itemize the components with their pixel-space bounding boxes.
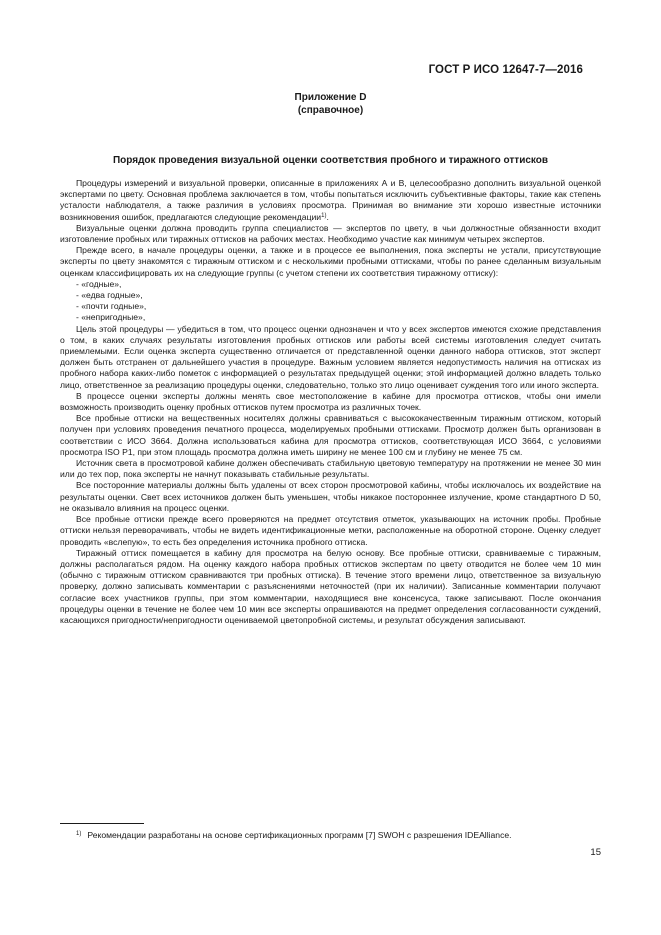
paragraph-1-end: .	[326, 211, 329, 222]
paragraph-2: Визуальные оценки должна проводить группа специалистов — экспертов по цвету, в чьи должностные обязанности входит изготовление пробных или тиражных оттисков на рабочих местах. Необходимо участие как минимум четырех экспертов.	[60, 222, 601, 245]
footnote	[76, 829, 601, 841]
paragraph-10: Тиражный оттиск помещается в кабину для просмотра на белую основу. Все пробные оттиски, сравниваемые с тиражным, должны располагаться рядом. На оценку каждого набора пробных оттисков экспертам по цвету отводится не более чем 10 мин (обычно с тиражным оттиском сравниваются три пробных оттиска). В течение этого времени лицо, ответственное за визуальную проверку, должно записывать комментарии с разъяснениями неточностей (при их наличии). Записанные комментарии получают согласие всех участников группы, при этом комментарии, находящиеся вне консенсуса, также записывают. После окончания процедуры оценки в течение не более чем 10 мин все эксперты опрашиваются на предмет определения согласованности суждений, касающихся пригодности/непригодности оцениваемой цветопробной системы, и результат обсуждения записывают.	[60, 547, 601, 625]
paragraph-5: В процессе оценки эксперты должны менять свое местоположение в кабине для просмотра оттисков, чтобы они имели возможность производить оценку пробных оттисков путем просмотра из различных точек.	[60, 390, 601, 413]
annex-kind: (справочное)	[297, 105, 364, 116]
standard-code: ГОСТ Р ИСО 12647-7—2016	[428, 64, 583, 76]
list-item-barely-good: - «едва годные»,	[76, 290, 143, 301]
footnote-text: Рекомендации разработаны на основе сертификационных программ [7] SWOH с разрешения IDEAlliance.	[87, 830, 512, 840]
paragraph-7: Источник света в просмотровой кабине должен обеспечивать стабильную цветовую температуру на протяжении не менее 30 мин или до тех пор, пока эксперты не начнут показывать стабильные результаты.	[60, 458, 601, 480]
annex-title: Порядок проведения визуальной оценки соответствия пробного и тиражного оттисков	[112, 155, 549, 166]
footnote-marker: 1)	[76, 831, 82, 837]
list-item-almost-good: - «почти годные»,	[76, 301, 147, 312]
paragraph-8: Все посторонние материалы должны быть удалены от всех сторон просмотровой кабины, чтобы исключалось их воздействие на результаты оценки. Свет всех источников должен быть уменьшен, чтобы никакое постороннее излучение, кроме стандартного D 50, не оказывало влияния на процесс оценки.	[60, 480, 601, 513]
annex-body	[60, 178, 601, 626]
paragraph-9: Все пробные оттиски прежде всего проверяются на предмет отсутствия отметок, указывающих на источник пробы. Пробные оттиски нельзя переворачивать, чтобы не видеть идентификационные метки, расположенные на оборотной стороне. Оценку следует проводить «вслепую», то есть без определения источника пробного оттиска.	[60, 514, 601, 547]
footnote-reference[interactable]: 1)	[321, 212, 327, 219]
paragraph-3: Прежде всего, в начале процедуры оценки, а также и в процессе ее выполнения, пока эксперты не устали, присутствующие эксперты по цвету знакомятся с тиражным оттиском и с несколькими пробными оттисками, чтобы по ранее сделанным визуальным оценкам классифицировать их на следующие группы (с учетом степени их соответствия тиражному оттиску):	[60, 245, 601, 278]
paragraph-1-text: Процедуры измерений и визуальной проверки, описанные в приложениях А и В, целесообразно дополнить визуальной оценкой экспертами по цвету. Основная проблема заключается в том, чтобы попытаться исключить субъективные факторы, такие как степень усталости наблюдателя, а также различия в условиях просмотра. Принимая во внимание эти хорошо известные источники возникновения ошибок, предлагаются следующие рекомендации	[60, 178, 601, 222]
annex-label: Приложение D	[294, 92, 367, 103]
paragraph-4: Цель этой процедуры — убедиться в том, что процесс оценки однозначен и что у всех экспертов имеются схожие представления о том, в каких случаях результаты изготовления пробных оттисков или работы всей системы изготовления следует считать приемлемыми. Если оценка эксперта существенно отличается от представленной оценки данного набора оттисков, этот эксперт должен быть отстранен от дальнейшего участия в процедуре. Важным условием является недопустимость наличия на оттисках из пробного набора каких-либо пометок с информацией о результатах предыдущей оценки; этой информацией должно владеть только лицо, ответственное за реализацию процедуры оценки, следовательно, только это лицо оценивает суждения того или иного эксперта.	[60, 323, 601, 390]
list-item-good: - «годные»,	[76, 278, 122, 289]
footnote-divider	[60, 823, 144, 824]
page-number: 15	[590, 847, 601, 858]
paragraph-1	[60, 178, 601, 223]
annex-heading	[0, 91, 661, 117]
list-item-unsuitable: - «непригодные»,	[76, 312, 146, 323]
paragraph-6: Все пробные оттиски на вещественных носителях должны сравниваться с высококачественным тиражным оттиском, который получен при условиях проведения печатного процесса, моделируемых пробными оттисками. Просмотр должен быть организован в соответствии с ИСО 3664. Должна использоваться кабина для просмотра оттисков, соответствующая ИСО 3664, с условиями просмотра ISO P1, при этом площадь просмотра должна иметь ширину не менее 100 см и глубину не менее 75 см.	[60, 413, 601, 457]
